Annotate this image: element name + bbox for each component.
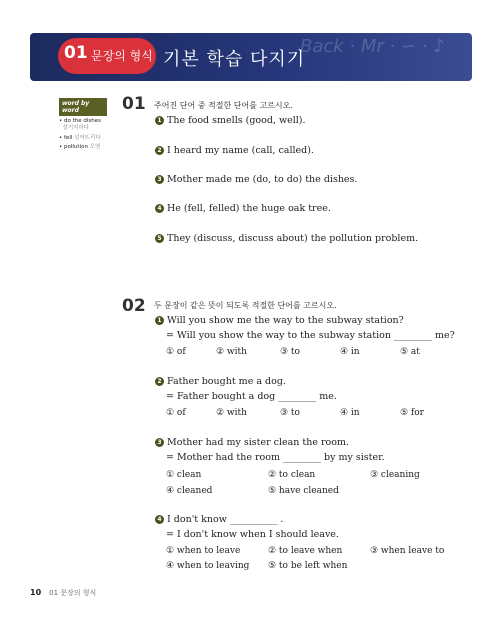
answer-option: ④ in [340,408,360,418]
word-by-word-title: word by word [59,98,107,116]
q1-item-text: Mother made me (do, to do) the dishes. [167,174,358,185]
vocab-item: • fell 넘어뜨리다 [59,134,101,141]
vocab-word: do the dishes [64,118,101,124]
q1-item [155,174,357,185]
answer-option: ② with [216,347,247,357]
answer-option: ③ to [280,408,300,418]
vocab-item: • pollution 오염 [59,144,101,151]
question-instruction: 두 문장이 같은 뜻이 되도록 적절한 단어를 고르시오. [154,301,337,310]
answer-option: ② to leave when [268,546,343,556]
q1-item-text: He (fell, felled) the huge oak tree. [167,203,331,214]
q1-item [155,145,314,156]
vocab-word: fell [64,134,73,141]
answer-option: ④ when to leaving [166,561,250,571]
answer-option: ③ cleaning [370,470,420,480]
q2-sentence [155,437,349,448]
q2-line1: Will you show me the way to the subway station? [167,315,404,326]
answer-option: ① of [166,408,186,418]
footer-section: 01 문장의 형식 [49,589,97,597]
answer-option: ① of [166,347,186,357]
answer-option: ② to clean [268,470,316,480]
q2-line2: = Mother had the room ________ by my sister. [166,452,385,463]
item-number-badge: 2 [155,146,164,155]
q2-sentence [155,376,286,387]
q1-item-text: The food smells (good, well). [167,115,306,126]
answer-option: ④ in [340,347,360,357]
item-number-badge: 3 [155,438,164,447]
vocab-meaning: 오염 [89,144,101,151]
page-title: 기본 학습 다지기 [163,49,306,70]
chapter-title: 문장의 형식 [91,49,153,63]
q2-line1: Father bought me a dog. [167,376,286,387]
vocab-meaning: 넘어뜨리다 [74,134,101,141]
answer-option: ⑤ to be left when [268,561,348,571]
item-number-badge: 5 [155,234,164,243]
q2-line2: = Father bought a dog ________ me. [166,391,337,402]
q2-line2: = I don't know when I should leave. [166,529,339,540]
page-footer [30,588,96,598]
answer-option: ④ cleaned [166,486,213,496]
q2-sentence [155,315,404,326]
q1-item [155,115,306,126]
item-number-badge: 1 [155,116,164,125]
banner-decoration: Back · Mr · ∽ · ♪ [300,36,445,57]
q1-item-text: They (discuss, discuss about) the pollution problem. [167,233,419,244]
vocab-meaning: 설거지하다 [62,125,90,132]
question-number: 01 [122,94,146,114]
answer-option: ⑤ have cleaned [268,486,339,496]
answer-option: ② with [216,408,247,418]
answer-option: ⑤ at [400,347,420,357]
q2-sentence [155,514,283,525]
q2-line1: I don't know __________ . [167,514,284,525]
answer-option: ① clean [166,470,202,480]
q1-item [155,233,418,244]
answer-option: ⑤ for [400,408,424,418]
vocab-word: pollution [64,144,88,151]
question-number: 02 [122,296,146,316]
item-number-badge: 1 [155,316,164,325]
vocab-item: • do the dishes 설거지하다 [59,118,101,132]
answer-option: ③ to [280,347,300,357]
item-number-badge: 4 [155,515,164,524]
chapter-number: 01 [64,43,88,63]
q1-item [155,203,331,214]
item-number-badge: 3 [155,175,164,184]
q2-line1: Mother had my sister clean the room. [167,437,350,448]
answer-option: ③ when leave to [370,546,445,556]
question-instruction: 주어진 단어 중 적절한 단어를 고르시오. [154,101,293,110]
q2-line2: = Will you show the way to the subway station ________ me? [166,330,455,341]
page-number: 10 [30,588,42,597]
answer-option: ① when to leave [166,546,241,556]
word-by-word-box [59,98,107,152]
item-number-badge: 4 [155,204,164,213]
q1-item-text: I heard my name (call, called). [167,145,314,156]
item-number-badge: 2 [155,377,164,386]
